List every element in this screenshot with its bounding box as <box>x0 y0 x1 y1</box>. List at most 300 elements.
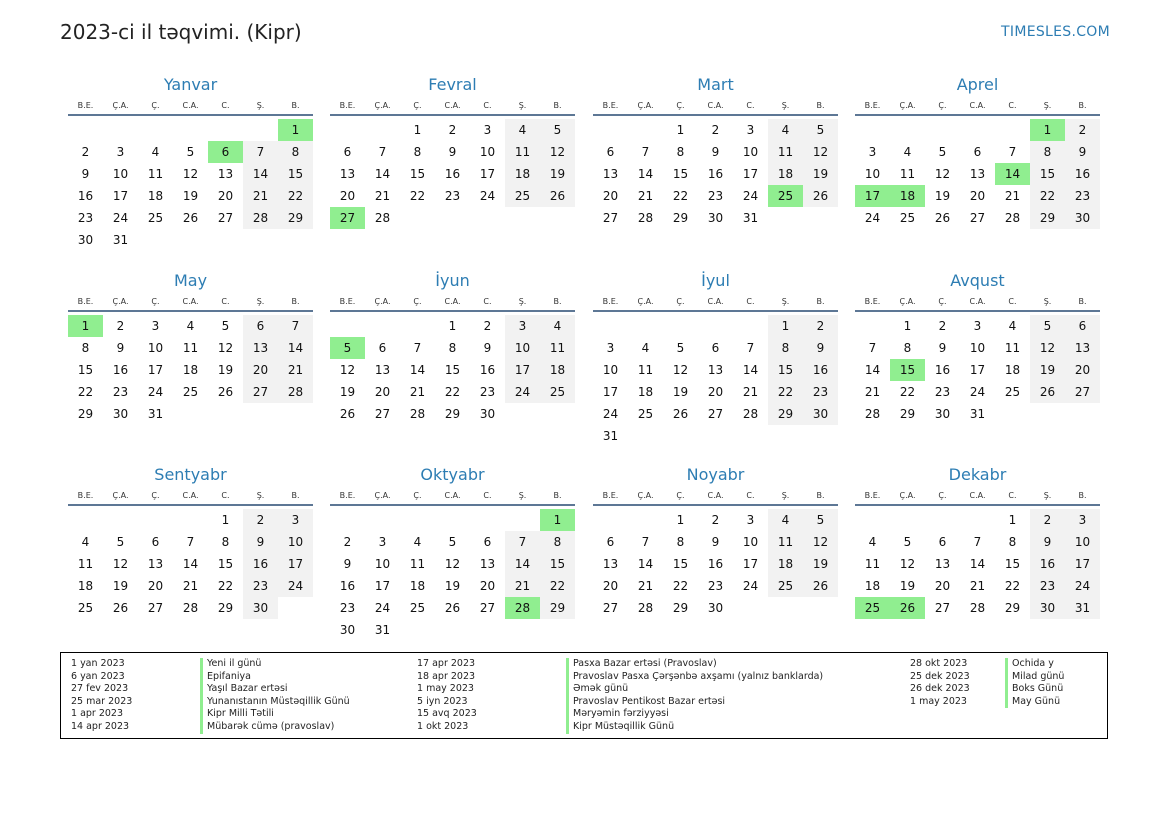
day-cell: 29 <box>217 601 234 615</box>
day-cell: 26 <box>444 601 461 615</box>
day-cell: 12 <box>1030 337 1065 359</box>
day-cell: 21 <box>1004 189 1021 203</box>
day-cell: 28 <box>969 601 986 615</box>
day-cell: 20 <box>1065 359 1100 381</box>
day-cell: 20 <box>602 579 619 593</box>
day-cell: 25 <box>540 381 575 403</box>
day-cell: 25 <box>409 601 426 615</box>
day-cell: 6 <box>606 535 615 549</box>
day-cell: 29 <box>672 211 689 225</box>
legend-holiday-name: Kipr Müstəqillik Günü <box>566 721 823 734</box>
weekday-label: Ç.A. <box>374 297 391 306</box>
day-cell: 27 <box>969 211 986 225</box>
day-cell: 14 <box>409 363 426 377</box>
day-cell: 12 <box>182 167 199 181</box>
weekday-label: Ç. <box>413 101 422 110</box>
day-cell: 23 <box>444 189 461 203</box>
weekday-label: Ç. <box>413 491 422 500</box>
day-cell: 25 <box>77 601 94 615</box>
month-divider <box>68 310 313 312</box>
weekday-label: C.A. <box>707 101 724 110</box>
day-cell: 16 <box>112 363 129 377</box>
legend-date: 6 yan 2023 <box>71 670 125 682</box>
day-cell: 9 <box>116 341 125 355</box>
weekday-label: C. <box>221 491 230 500</box>
day-cell: 20 <box>707 385 724 399</box>
day-cell: 30 <box>243 597 278 619</box>
legend-date: 1 may 2023 <box>417 683 474 695</box>
day-cell: 14 <box>742 363 759 377</box>
weekday-label: B. <box>816 491 825 500</box>
day-cell: 17 <box>479 167 496 181</box>
day-cell: 2 <box>1065 119 1100 141</box>
day-cell: 29 <box>278 207 313 229</box>
day-cell: 17 <box>742 167 759 181</box>
holiday-day: 1 <box>68 315 103 337</box>
weekday-label: C.A. <box>182 491 199 500</box>
day-cell: 8 <box>540 531 575 553</box>
day-cell: 19 <box>444 579 461 593</box>
day-cell: 19 <box>339 385 356 399</box>
weekday-label: C.A. <box>182 297 199 306</box>
day-cell: 27 <box>479 601 496 615</box>
day-cell: 28 <box>637 211 654 225</box>
day-cell: 15 <box>217 557 234 571</box>
weekday-label: C. <box>1008 491 1017 500</box>
day-cell: 13 <box>147 557 164 571</box>
day-cell: 19 <box>803 553 838 575</box>
weekday-label: C. <box>1008 297 1017 306</box>
day-cell: 10 <box>278 531 313 553</box>
weekday-label: B.E. <box>864 491 881 500</box>
day-cell: 15 <box>1030 163 1065 185</box>
day-cell: 18 <box>409 579 426 593</box>
day-cell: 10 <box>479 145 496 159</box>
month-name: Mart <box>697 75 734 94</box>
day-cell: 16 <box>707 557 724 571</box>
weekday-label: Ç. <box>413 297 422 306</box>
day-cell: 14 <box>374 167 391 181</box>
legend-holiday-name: Pasxa Bazar ertəsi (Pravoslav) <box>566 658 823 671</box>
month-name: İyul <box>701 271 730 290</box>
day-cell: 14 <box>505 553 540 575</box>
day-cell: 11 <box>182 341 199 355</box>
legend-date: 1 may 2023 <box>910 695 967 707</box>
day-cell: 25 <box>182 385 199 399</box>
day-cell: 7 <box>378 145 387 159</box>
day-cell: 29 <box>899 407 916 421</box>
day-cell: 29 <box>77 407 94 421</box>
day-cell: 24 <box>479 189 496 203</box>
month-name: Avqust <box>950 271 1005 290</box>
day-cell: 16 <box>479 363 496 377</box>
day-cell: 4 <box>641 341 650 355</box>
weekday-label: C. <box>483 491 492 500</box>
day-cell: 23 <box>1030 575 1065 597</box>
day-cell: 15 <box>1004 557 1021 571</box>
day-cell: 28 <box>374 211 391 225</box>
month-name: May <box>173 271 208 290</box>
weekday-label: Ç.A. <box>899 101 916 110</box>
weekday-label: Ç. <box>151 297 160 306</box>
legend-names <box>566 658 823 734</box>
day-cell: 1 <box>676 123 685 137</box>
day-cell: 20 <box>969 189 986 203</box>
weekday-label: Ç. <box>676 491 685 500</box>
day-cell: 20 <box>479 579 496 593</box>
day-cell: 5 <box>1030 315 1065 337</box>
day-cell: 24 <box>505 381 540 403</box>
day-cell: 20 <box>147 579 164 593</box>
day-cell: 30 <box>77 233 94 247</box>
day-cell: 8 <box>676 145 685 159</box>
day-cell: 3 <box>746 123 755 137</box>
weekday-label: B.E. <box>77 297 94 306</box>
day-cell: 27 <box>1065 381 1100 403</box>
weekday-label: B. <box>1078 297 1087 306</box>
day-cell: 16 <box>444 167 461 181</box>
day-cell: 19 <box>934 189 951 203</box>
day-cell: 17 <box>147 363 164 377</box>
weekday-label: Ş. <box>256 297 265 306</box>
day-cell: 16 <box>339 579 356 593</box>
legend-dates <box>71 658 132 734</box>
day-cell: 14 <box>864 363 881 377</box>
day-cell: 6 <box>1065 315 1100 337</box>
holiday-day: 28 <box>505 597 540 619</box>
weekday-label: C. <box>746 297 755 306</box>
day-cell: 26 <box>217 385 234 399</box>
day-cell: 16 <box>243 553 278 575</box>
day-cell: 5 <box>448 535 457 549</box>
day-cell: 18 <box>637 385 654 399</box>
day-cell: 7 <box>641 535 650 549</box>
weekday-label: C.A. <box>969 297 986 306</box>
weekday-label: Ç.A. <box>637 491 654 500</box>
day-cell: 22 <box>672 189 689 203</box>
day-cell: 17 <box>278 553 313 575</box>
day-cell: 26 <box>540 185 575 207</box>
day-cell: 12 <box>540 141 575 163</box>
day-cell: 8 <box>1030 141 1065 163</box>
day-cell: 11 <box>1004 341 1021 355</box>
day-cell: 22 <box>444 385 461 399</box>
weekday-label: Ç. <box>938 297 947 306</box>
day-cell: 20 <box>934 579 951 593</box>
weekday-label: B.E. <box>602 491 619 500</box>
day-cell: 4 <box>768 509 803 531</box>
day-cell: 30 <box>1065 207 1100 229</box>
day-cell: 27 <box>374 407 391 421</box>
weekday-label: C.A. <box>969 101 986 110</box>
day-cell: 15 <box>768 359 803 381</box>
day-cell: 20 <box>602 189 619 203</box>
day-cell: 24 <box>742 189 759 203</box>
day-cell: 26 <box>934 211 951 225</box>
page-title: 2023-ci il təqvimi. (Kipr) <box>60 20 302 44</box>
day-cell: 12 <box>444 557 461 571</box>
day-cell: 15 <box>672 167 689 181</box>
brand-link[interactable]: TIMESLES.COM <box>1001 24 1110 40</box>
day-cell: 25 <box>1004 385 1021 399</box>
day-cell: 28 <box>864 407 881 421</box>
day-cell: 3 <box>378 535 387 549</box>
legend-holiday-name: Yunanıstanın Müstəqillik Günü <box>200 696 350 709</box>
day-cell: 11 <box>409 557 426 571</box>
holiday-day: 27 <box>330 207 365 229</box>
month-divider <box>330 114 575 116</box>
day-cell: 6 <box>483 535 492 549</box>
day-cell: 3 <box>483 123 492 137</box>
day-cell: 1 <box>676 513 685 527</box>
weekday-label: B. <box>553 491 562 500</box>
weekday-label: Ç.A. <box>112 101 129 110</box>
day-cell: 28 <box>278 381 313 403</box>
day-cell: 7 <box>641 145 650 159</box>
day-cell: 19 <box>803 163 838 185</box>
holiday-day: 14 <box>995 163 1030 185</box>
day-cell: 26 <box>672 407 689 421</box>
day-cell: 17 <box>1065 553 1100 575</box>
day-cell: 5 <box>803 119 838 141</box>
day-cell: 4 <box>768 119 803 141</box>
day-cell: 21 <box>409 385 426 399</box>
day-cell: 1 <box>413 123 422 137</box>
legend-date: 15 avq 2023 <box>417 708 477 720</box>
day-cell: 2 <box>1030 509 1065 531</box>
day-cell: 13 <box>339 167 356 181</box>
day-cell: 7 <box>413 341 422 355</box>
holiday-day: 1 <box>278 119 313 141</box>
day-cell: 17 <box>969 363 986 377</box>
day-cell: 8 <box>903 341 912 355</box>
day-cell: 29 <box>768 403 803 425</box>
month-divider <box>593 504 838 506</box>
day-cell: 1 <box>221 513 230 527</box>
day-cell: 12 <box>899 557 916 571</box>
day-cell: 24 <box>602 407 619 421</box>
day-cell: 21 <box>637 189 654 203</box>
day-cell: 4 <box>413 535 422 549</box>
day-cell: 12 <box>339 363 356 377</box>
weekday-label: Ç. <box>938 491 947 500</box>
day-cell: 20 <box>243 359 278 381</box>
weekday-label: B. <box>291 297 300 306</box>
weekday-label: B.E. <box>77 491 94 500</box>
day-cell: 30 <box>1030 597 1065 619</box>
month-divider <box>855 114 1100 116</box>
holiday-day: 25 <box>768 185 803 207</box>
weekday-label: Ş. <box>1043 491 1052 500</box>
day-cell: 27 <box>243 381 278 403</box>
day-cell: 15 <box>409 167 426 181</box>
legend-date: 27 fev 2023 <box>71 683 129 695</box>
weekday-label: Ş. <box>781 101 790 110</box>
day-cell: 6 <box>711 341 720 355</box>
day-cell: 12 <box>217 341 234 355</box>
day-cell: 28 <box>182 601 199 615</box>
day-cell: 28 <box>409 407 426 421</box>
day-cell: 27 <box>147 601 164 615</box>
day-cell: 18 <box>77 579 94 593</box>
weekday-label: B.E. <box>339 491 356 500</box>
day-cell: 23 <box>339 601 356 615</box>
day-cell: 16 <box>1030 553 1065 575</box>
weekday-label: C. <box>1008 101 1017 110</box>
day-cell: 19 <box>217 363 234 377</box>
weekday-label: Ç.A. <box>374 491 391 500</box>
day-cell: 25 <box>768 575 803 597</box>
day-cell: 23 <box>707 579 724 593</box>
weekday-label: Ç.A. <box>374 101 391 110</box>
day-cell: 14 <box>243 163 278 185</box>
day-cell: 7 <box>1008 145 1017 159</box>
day-cell: 16 <box>707 167 724 181</box>
month-divider <box>855 504 1100 506</box>
day-cell: 13 <box>243 337 278 359</box>
legend-holiday-name: Məryəmin fərziyyəsi <box>566 708 823 721</box>
day-cell: 26 <box>339 407 356 421</box>
day-cell: 3 <box>1065 509 1100 531</box>
day-cell: 22 <box>1030 185 1065 207</box>
day-cell: 11 <box>540 337 575 359</box>
day-cell: 25 <box>505 185 540 207</box>
month-name: Dekabr <box>948 465 1007 484</box>
legend-date: 25 dek 2023 <box>910 670 970 682</box>
day-cell: 12 <box>803 531 838 553</box>
day-cell: 6 <box>938 535 947 549</box>
legend-holiday-name: Yeni il günü <box>200 658 350 671</box>
day-cell: 18 <box>182 363 199 377</box>
day-cell: 31 <box>374 623 391 637</box>
day-cell: 11 <box>637 363 654 377</box>
day-cell: 16 <box>77 189 94 203</box>
day-cell: 10 <box>602 363 619 377</box>
legend-holiday-name: Milad günü <box>1005 671 1064 684</box>
day-cell: 11 <box>77 557 94 571</box>
day-cell: 4 <box>81 535 90 549</box>
day-cell: 2 <box>116 319 125 333</box>
day-cell: 24 <box>1065 575 1100 597</box>
weekday-label: B. <box>553 297 562 306</box>
day-cell: 6 <box>973 145 982 159</box>
day-cell: 27 <box>217 211 234 225</box>
day-cell: 4 <box>868 535 877 549</box>
weekday-label: B. <box>816 101 825 110</box>
day-cell: 8 <box>768 337 803 359</box>
day-cell: 6 <box>151 535 160 549</box>
day-cell: 25 <box>637 407 654 421</box>
legend-holiday-name: Epifaniya <box>200 671 350 684</box>
legend-date: 17 apr 2023 <box>417 658 476 669</box>
day-cell: 30 <box>479 407 496 421</box>
day-cell: 3 <box>746 513 755 527</box>
day-cell: 3 <box>116 145 125 159</box>
month-divider <box>68 504 313 506</box>
day-cell: 14 <box>969 557 986 571</box>
day-cell: 8 <box>81 341 90 355</box>
day-cell: 13 <box>1065 337 1100 359</box>
day-cell: 31 <box>112 233 129 247</box>
month-name: Aprel <box>956 75 999 94</box>
day-cell: 19 <box>899 579 916 593</box>
weekday-label: B.E. <box>339 297 356 306</box>
day-cell: 8 <box>221 535 230 549</box>
day-cell: 3 <box>505 315 540 337</box>
day-cell: 15 <box>278 163 313 185</box>
day-cell: 24 <box>112 211 129 225</box>
day-cell: 5 <box>676 341 685 355</box>
day-cell: 5 <box>540 119 575 141</box>
day-cell: 23 <box>707 189 724 203</box>
weekday-label: C. <box>483 297 492 306</box>
day-cell: 16 <box>934 363 951 377</box>
day-cell: 24 <box>147 385 164 399</box>
day-cell: 23 <box>243 575 278 597</box>
day-cell: 2 <box>711 513 720 527</box>
day-cell: 1 <box>448 319 457 333</box>
day-cell: 1 <box>1008 513 1017 527</box>
legend-date: 1 okt 2023 <box>417 720 469 732</box>
day-cell: 22 <box>672 579 689 593</box>
holiday-day: 1 <box>540 509 575 531</box>
day-cell: 15 <box>540 553 575 575</box>
day-cell: 2 <box>448 123 457 137</box>
legend-date: 14 apr 2023 <box>71 720 130 732</box>
month-name: Noyabr <box>686 465 745 484</box>
day-cell: 2 <box>81 145 90 159</box>
day-cell: 17 <box>602 385 619 399</box>
day-cell: 14 <box>278 337 313 359</box>
day-cell: 21 <box>637 579 654 593</box>
legend-holiday-name: Mübarək cümə (pravoslav) <box>200 721 350 734</box>
weekday-label: C. <box>221 101 230 110</box>
day-cell: 9 <box>938 341 947 355</box>
day-cell: 31 <box>602 429 619 443</box>
holiday-day: 1 <box>1030 119 1065 141</box>
day-cell: 11 <box>768 141 803 163</box>
weekday-label: Ç.A. <box>899 297 916 306</box>
weekday-label: B. <box>1078 491 1087 500</box>
month-name: Sentyabr <box>154 465 227 484</box>
day-cell: 24 <box>374 601 391 615</box>
legend-date: 26 dek 2023 <box>910 683 970 695</box>
day-cell: 9 <box>81 167 90 181</box>
day-cell: 24 <box>742 579 759 593</box>
month-name: Oktyabr <box>420 465 485 484</box>
weekday-label: C.A. <box>444 101 461 110</box>
day-cell: 8 <box>676 535 685 549</box>
day-cell: 17 <box>742 557 759 571</box>
day-cell: 4 <box>186 319 195 333</box>
day-cell: 11 <box>864 557 881 571</box>
day-cell: 31 <box>969 407 986 421</box>
day-cell: 7 <box>973 535 982 549</box>
weekday-label: Ç.A. <box>899 491 916 500</box>
month-divider <box>330 504 575 506</box>
month-name: İyun <box>435 271 470 290</box>
holiday-day: 17 <box>855 185 890 207</box>
day-cell: 4 <box>540 315 575 337</box>
day-cell: 20 <box>339 189 356 203</box>
day-cell: 27 <box>602 601 619 615</box>
day-cell: 28 <box>637 601 654 615</box>
day-cell: 10 <box>969 341 986 355</box>
day-cell: 9 <box>711 535 720 549</box>
day-cell: 5 <box>116 535 125 549</box>
day-cell: 15 <box>77 363 94 377</box>
weekday-label: Ç.A. <box>637 297 654 306</box>
